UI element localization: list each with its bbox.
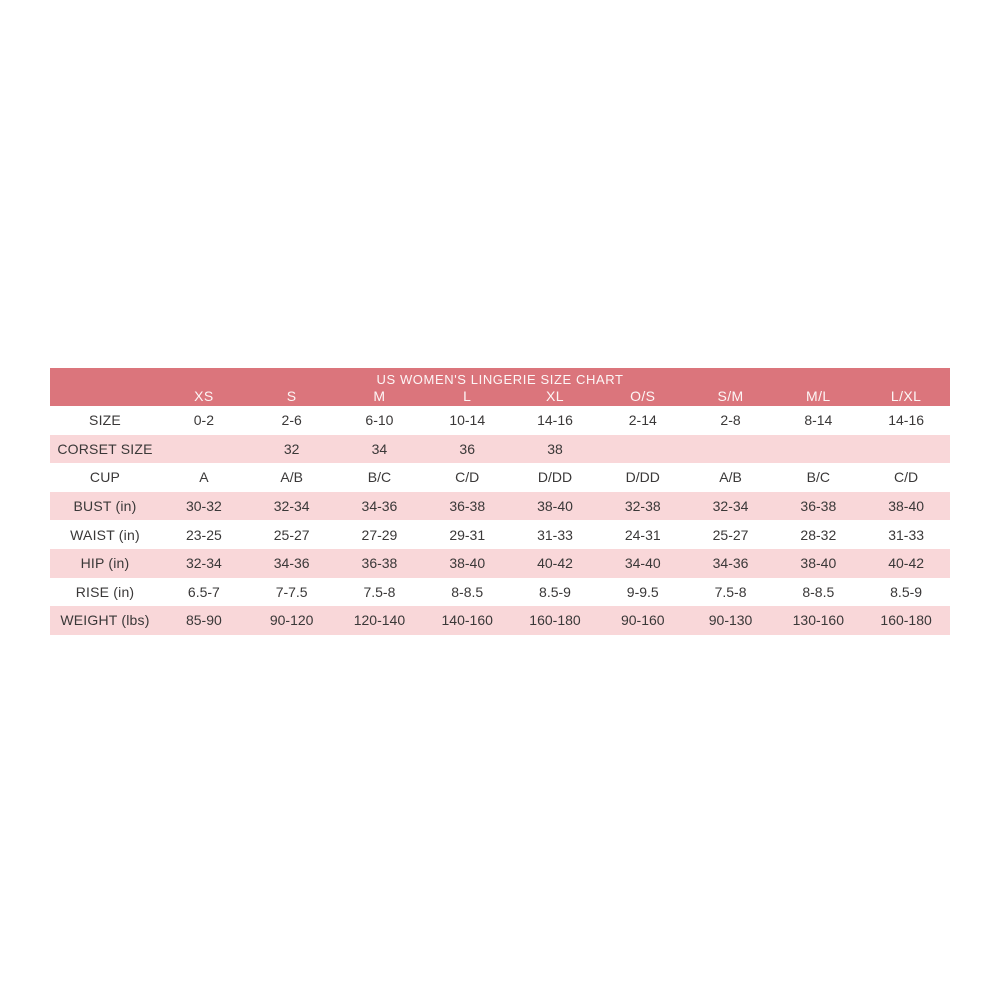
table-cell: 25-27 xyxy=(273,526,310,543)
table-cell: 130-160 xyxy=(792,612,845,629)
table-row xyxy=(50,435,950,464)
table-cell: 32-34 xyxy=(185,555,222,572)
row-label: BUST (in) xyxy=(73,498,137,515)
table-cell: D/DD xyxy=(625,469,660,486)
table-cell: 160-180 xyxy=(880,612,932,629)
column-header-o-s: O/S xyxy=(630,388,656,404)
table-cell: 40-42 xyxy=(537,555,573,572)
table-row xyxy=(50,520,950,549)
table-cell: 31-33 xyxy=(537,526,573,543)
table-cell: 36-38 xyxy=(361,555,398,572)
table-cell: 14-16 xyxy=(888,412,925,429)
table-row xyxy=(50,406,950,435)
column-header-l: L xyxy=(463,388,472,404)
table-cell: 32-34 xyxy=(273,498,310,515)
column-header-row xyxy=(50,388,950,406)
table-row xyxy=(50,549,950,578)
table-cell: 34-36 xyxy=(712,555,749,572)
table-cell: 25-27 xyxy=(712,526,749,543)
table-cell xyxy=(774,435,862,464)
row-label: RISE (in) xyxy=(75,583,135,600)
table-cell: 28-32 xyxy=(800,526,837,543)
row-label: HIP (in) xyxy=(80,555,130,572)
table-cell: C/D xyxy=(455,469,480,486)
column-header-m-l: M/L xyxy=(806,388,831,404)
table-cell: 36-38 xyxy=(449,498,486,515)
table-cell: 140-160 xyxy=(441,612,493,629)
row-label: CORSET SIZE xyxy=(57,440,153,457)
table-cell: 23-25 xyxy=(185,526,222,543)
table-cell: 8.5-9 xyxy=(539,583,571,600)
table-cell: A xyxy=(199,469,209,486)
table-cell xyxy=(599,435,687,464)
table-cell: 34-36 xyxy=(273,555,310,572)
column-header-l-xl: L/XL xyxy=(890,388,922,404)
table-cell: 32-34 xyxy=(712,498,749,515)
table-cell: 30-32 xyxy=(185,498,222,515)
table-cell: 8-8.5 xyxy=(451,583,484,600)
table-cell: 6-10 xyxy=(365,412,394,429)
table-cell: 32-38 xyxy=(624,498,661,515)
table-cell: 6.5-7 xyxy=(187,583,220,600)
table-cell: 85-90 xyxy=(185,612,222,629)
table-row xyxy=(50,463,950,492)
table-row xyxy=(50,606,950,635)
column-header-s: S xyxy=(286,388,297,404)
table-cell: 14-16 xyxy=(537,412,573,429)
row-label: WEIGHT (lbs) xyxy=(60,612,150,629)
row-label: WAIST (in) xyxy=(70,526,140,543)
table-row xyxy=(50,578,950,607)
table-cell: C/D xyxy=(894,469,919,486)
table-cell: 7-7.5 xyxy=(275,583,308,600)
table-cell: 24-31 xyxy=(624,526,661,543)
table-cell: 36-38 xyxy=(800,498,837,515)
table-cell: 9-9.5 xyxy=(626,583,659,600)
table-cell: 160-180 xyxy=(529,612,581,629)
table-cell: 10-14 xyxy=(449,412,486,429)
table-title: US WOMEN'S LINGERIE SIZE CHART xyxy=(376,372,624,387)
table-cell: 38-40 xyxy=(888,498,925,515)
table-cell: 7.5-8 xyxy=(363,583,396,600)
column-header-m: M xyxy=(373,388,386,404)
table-cell: 34 xyxy=(371,440,388,457)
table-cell: B/C xyxy=(806,469,830,486)
table-cell: 29-31 xyxy=(449,526,486,543)
table-cell: 2-14 xyxy=(628,412,657,429)
size-chart-table xyxy=(50,368,950,635)
table-cell: 38-40 xyxy=(800,555,837,572)
row-label: CUP xyxy=(89,469,121,486)
table-cell: 120-140 xyxy=(353,612,406,629)
table-cell: 90-160 xyxy=(620,612,665,629)
table-cell: 38-40 xyxy=(537,498,573,515)
table-cell: 7.5-8 xyxy=(714,583,747,600)
table-cell: 8-8.5 xyxy=(802,583,835,600)
table-cell: B/C xyxy=(367,469,392,486)
table-cell: 90-130 xyxy=(708,612,753,629)
table-cell: 36 xyxy=(459,440,475,457)
table-row xyxy=(50,492,950,521)
table-cell: 2-8 xyxy=(720,412,741,429)
table-cell: 8.5-9 xyxy=(890,583,923,600)
column-header-xs: XS xyxy=(194,388,214,404)
column-header-s-m: S/M xyxy=(717,388,744,404)
table-cell: 40-42 xyxy=(888,555,925,572)
table-cell: D/DD xyxy=(537,469,573,486)
table-header xyxy=(50,368,950,406)
table-cell: A/B xyxy=(280,469,303,486)
table-cell: 38 xyxy=(547,440,563,457)
table-cell: 90-120 xyxy=(269,612,314,629)
row-label: SIZE xyxy=(89,412,121,429)
table-cell: 0-2 xyxy=(193,412,214,429)
table-cell: 31-33 xyxy=(888,526,925,543)
table-body xyxy=(50,406,950,635)
table-cell xyxy=(160,435,248,464)
table-cell: 34-36 xyxy=(361,498,398,515)
table-cell: 32 xyxy=(283,440,300,457)
table-cell: 27-29 xyxy=(361,526,398,543)
table-cell: 8-14 xyxy=(804,412,833,429)
table-cell xyxy=(862,435,950,464)
table-cell: 34-40 xyxy=(624,555,661,572)
table-cell: 2-6 xyxy=(281,412,302,429)
column-header-empty xyxy=(50,388,160,406)
table-cell: 38-40 xyxy=(449,555,486,572)
column-header-xl: XL xyxy=(546,388,564,404)
table-cell: A/B xyxy=(719,469,742,486)
table-cell xyxy=(687,435,775,464)
